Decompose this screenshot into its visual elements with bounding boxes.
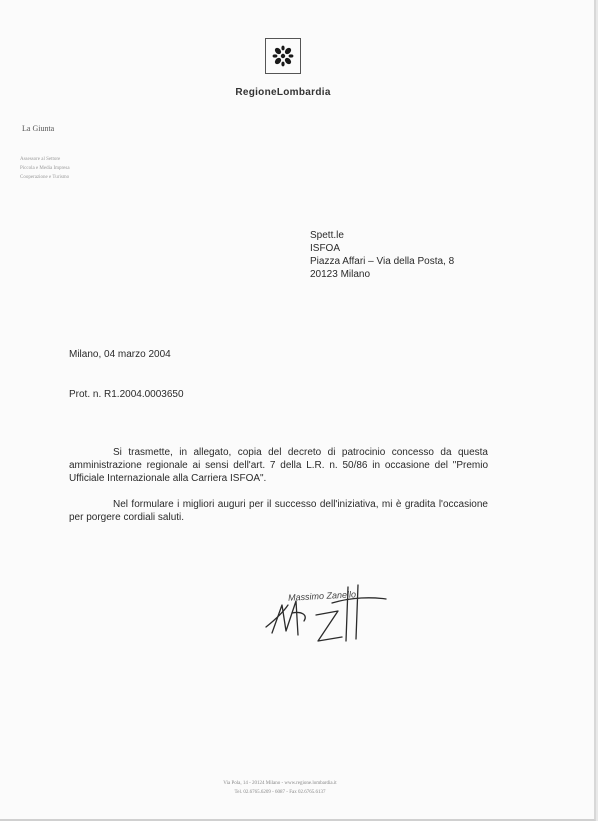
recipient-line: ISFOA — [310, 243, 341, 254]
protocol-number: Prot. n. R1.2004.0003650 — [69, 389, 184, 400]
recipient-line: Piazza Affari – Via della Posta, 8 — [310, 256, 455, 267]
office-line: Cooperazione e Turismo — [20, 175, 70, 180]
office-block — [20, 155, 70, 182]
organization-name: RegioneLombardia — [235, 87, 331, 98]
recipient-address — [310, 229, 454, 281]
council-label: La Giunta — [22, 124, 55, 133]
recipient-line: 20123 Milano — [310, 269, 371, 280]
letter-date: Milano, 04 marzo 2004 — [69, 349, 171, 360]
body-paragraph: Si trasmette, in allegato, copia del decreto di patrocinio concesso da questa amministrazione regionale ai sensi dell'art. 7 della L.R. n. 50/86 in occasione del "Premio Ufficiale Internazionale alla Carriera ISFOA". — [69, 447, 488, 484]
footer-phones: Tel. 02.6765.6209 - 6087 - Fax 02.6765.6137 — [234, 790, 326, 795]
regione-lombardia-logo-icon — [265, 38, 301, 74]
letterhead-footer — [0, 779, 560, 797]
handwritten-signature — [262, 575, 392, 645]
body-paragraph: Nel formulare i migliori auguri per il successo dell'iniziativa, mi è gradita l'occasione per porgere cordiali saluti. — [69, 499, 488, 523]
office-line: Assessore al Settore — [20, 157, 61, 162]
recipient-line: Spett.le — [310, 230, 344, 241]
rosa-camuna-icon — [271, 44, 295, 68]
signatory-name: Massimo Zanello — [287, 589, 357, 603]
office-line: Piccola e Media Impresa — [20, 166, 70, 171]
footer-address: Via Pola, 14 - 20124 Milano - www.regione.lombardia.it — [223, 781, 337, 786]
